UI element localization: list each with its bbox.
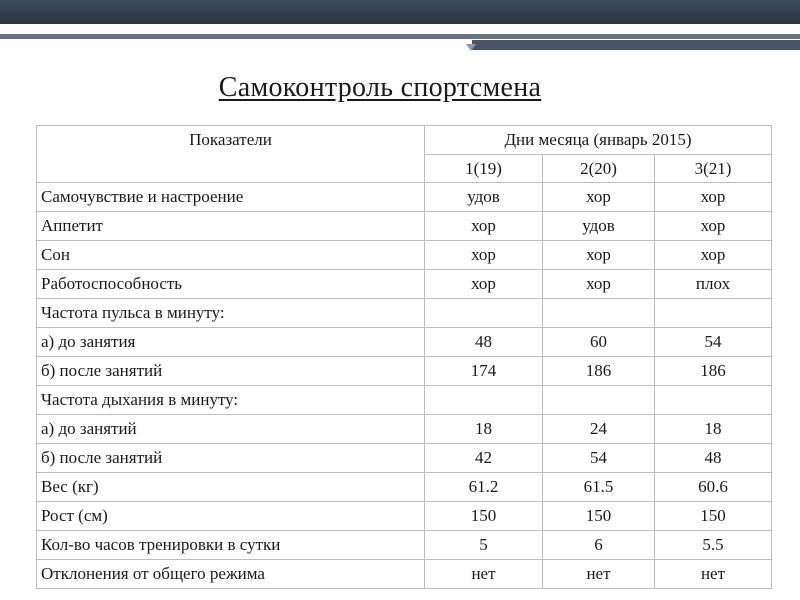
table-row <box>37 415 772 444</box>
header-day-2: 2(20) <box>543 155 655 183</box>
row-value-day-3 <box>655 299 772 328</box>
table-row <box>37 444 772 473</box>
table-row <box>37 502 772 531</box>
row-value-day-3: плох <box>655 270 772 299</box>
row-label: Кол-во часов тренировки в сутки <box>37 531 425 560</box>
row-value-day-2: хор <box>543 241 655 270</box>
header-accent-triangle <box>466 44 476 51</box>
header-accent-bar <box>472 40 800 50</box>
row-label: Отклонения от общего режима <box>37 560 425 589</box>
row-value-day-3: хор <box>655 212 772 241</box>
row-value-day-1: хор <box>425 212 543 241</box>
row-value-day-1: 42 <box>425 444 543 473</box>
row-value-day-3: 54 <box>655 328 772 357</box>
row-value-day-2: 150 <box>543 502 655 531</box>
row-value-day-1: 5 <box>425 531 543 560</box>
row-value-day-1: хор <box>425 270 543 299</box>
row-value-day-2: 60 <box>543 328 655 357</box>
row-value-day-3: 18 <box>655 415 772 444</box>
row-value-day-1: 174 <box>425 357 543 386</box>
row-label: а) до занятия <box>37 328 425 357</box>
row-value-day-3: 150 <box>655 502 772 531</box>
row-value-day-3: хор <box>655 241 772 270</box>
row-value-day-1: 150 <box>425 502 543 531</box>
header-indicators: Показатели <box>37 126 425 183</box>
row-value-day-2: удов <box>543 212 655 241</box>
table-row <box>37 270 772 299</box>
header-divider <box>0 34 800 39</box>
table-row <box>37 473 772 502</box>
row-label: Аппетит <box>37 212 425 241</box>
table-row <box>37 212 772 241</box>
table-row <box>37 299 772 328</box>
row-value-day-1: 18 <box>425 415 543 444</box>
row-label: Частота дыхания в минуту: <box>37 386 425 415</box>
row-value-day-2: 54 <box>543 444 655 473</box>
row-value-day-2: хор <box>543 183 655 212</box>
row-value-day-2 <box>543 386 655 415</box>
header-day-1: 1(19) <box>425 155 543 183</box>
header-day-3: 3(21) <box>655 155 772 183</box>
row-value-day-2: 6 <box>543 531 655 560</box>
row-label: б) после занятий <box>37 444 425 473</box>
row-value-day-1: 61.2 <box>425 473 543 502</box>
row-value-day-2: 24 <box>543 415 655 444</box>
row-value-day-1: удов <box>425 183 543 212</box>
row-label: Рост (см) <box>37 502 425 531</box>
row-value-day-3: 186 <box>655 357 772 386</box>
page-title: Самоконтроль спортсмена <box>218 72 542 103</box>
row-label: б) после занятий <box>37 357 425 386</box>
row-value-day-1: нет <box>425 560 543 589</box>
self-control-table <box>36 125 772 589</box>
row-label: Работоспособность <box>37 270 425 299</box>
row-label: Частота пульса в минуту: <box>37 299 425 328</box>
row-value-day-1: 48 <box>425 328 543 357</box>
row-value-day-3: хор <box>655 183 772 212</box>
row-value-day-3 <box>655 386 772 415</box>
table-header-row <box>37 126 772 155</box>
row-label: а) до занятий <box>37 415 425 444</box>
row-value-day-1 <box>425 386 543 415</box>
row-value-day-3: 48 <box>655 444 772 473</box>
row-value-day-2: хор <box>543 270 655 299</box>
row-value-day-1: хор <box>425 241 543 270</box>
row-value-day-2: нет <box>543 560 655 589</box>
row-value-day-2 <box>543 299 655 328</box>
row-value-day-3: нет <box>655 560 772 589</box>
table-row <box>37 241 772 270</box>
table-row <box>37 183 772 212</box>
row-label: Вес (кг) <box>37 473 425 502</box>
row-label: Сон <box>37 241 425 270</box>
row-value-day-2: 61.5 <box>543 473 655 502</box>
slide-header-bar <box>0 0 800 24</box>
table-row <box>37 531 772 560</box>
table-row <box>37 328 772 357</box>
row-value-day-2: 186 <box>543 357 655 386</box>
row-value-day-3: 5.5 <box>655 531 772 560</box>
row-value-day-1 <box>425 299 543 328</box>
table-row <box>37 357 772 386</box>
header-days: Дни месяца (январь 2015) <box>425 126 772 155</box>
table-row <box>37 386 772 415</box>
row-label: Самочувствие и настроение <box>37 183 425 212</box>
table-row <box>37 560 772 589</box>
row-value-day-3: 60.6 <box>655 473 772 502</box>
